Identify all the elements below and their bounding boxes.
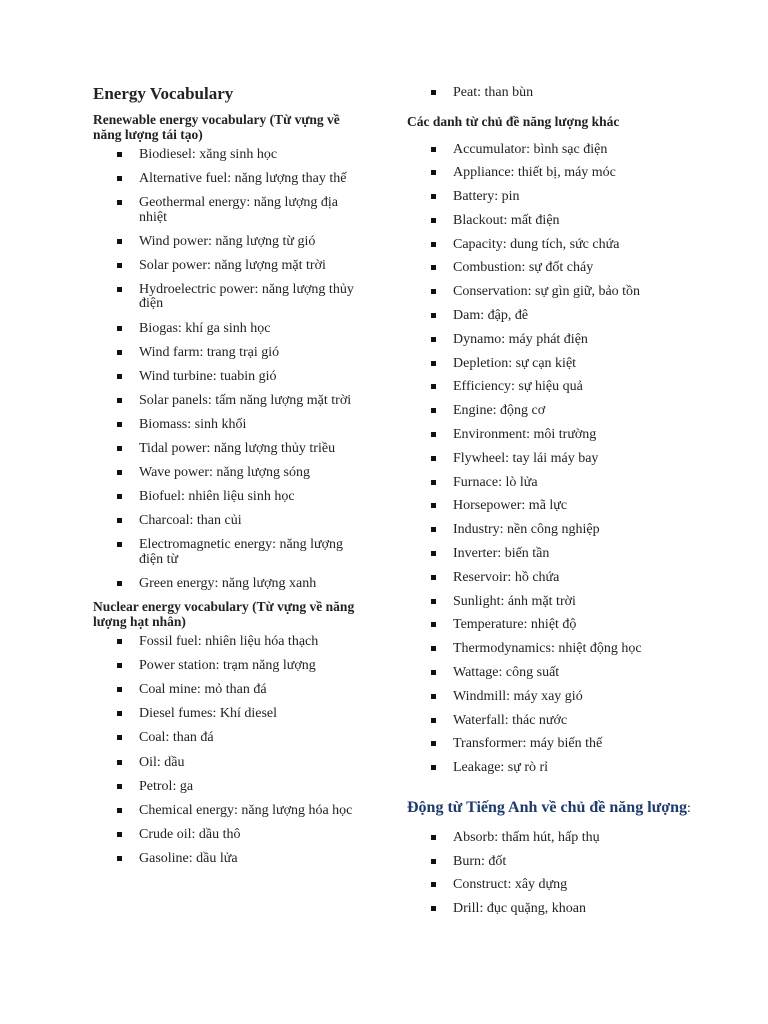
list-item (93, 683, 368, 698)
list-item (93, 394, 368, 409)
verbs-list (407, 831, 697, 917)
list-item-text: Crude oil: dầu thô (139, 826, 241, 842)
list-item (93, 514, 368, 529)
square-bullet-icon (117, 350, 122, 355)
list-item-text: Thermodynamics: nhiệt động học (453, 641, 642, 657)
square-bullet-icon (431, 147, 436, 152)
square-bullet-icon (431, 361, 436, 366)
square-bullet-icon (117, 808, 122, 813)
list-item-text: Solar panels: tấm năng lượng mặt trời (139, 392, 352, 408)
square-bullet-icon (117, 470, 122, 475)
list-item (407, 571, 697, 586)
list-item-text: Combustion: sự đốt cháy (453, 260, 594, 276)
list-item-text: Engine: động cơ (453, 403, 546, 419)
square-bullet-icon (117, 494, 122, 499)
square-bullet-icon (117, 398, 122, 403)
list-item (407, 902, 697, 917)
list-item-text: Diesel fumes: Khí diesel (139, 706, 278, 722)
list-item (93, 322, 368, 337)
square-bullet-icon (117, 735, 122, 740)
list-item (407, 190, 697, 205)
list-item (407, 642, 697, 657)
list-item (407, 214, 697, 229)
list-item (407, 523, 697, 538)
list-item-text: Wind farm: trang trại gió (139, 344, 280, 360)
nuclear-heading: Nuclear energy vocabulary (Từ vựng về năng lượng hạt nhân) (93, 599, 355, 630)
square-bullet-icon (431, 194, 436, 199)
renewable-heading: Renewable energy vocabulary (Từ vựng về năng lượng tái tạo) (93, 112, 340, 142)
list-item-text: Coal mine: mỏ than đá (139, 682, 267, 698)
square-bullet-icon (117, 542, 122, 547)
list-item-text: Burn: đốt (453, 853, 507, 869)
list-item-text: Flywheel: tay lái máy bay (453, 450, 599, 466)
square-bullet-icon (431, 741, 436, 746)
square-bullet-icon (431, 265, 436, 270)
list-item-text: Wattage: công suất (453, 665, 560, 681)
square-bullet-icon (431, 835, 436, 840)
list-item-text: Accumulator: bình sạc điện (453, 141, 608, 157)
right-column (407, 86, 697, 926)
list-item-text: Oil: dầu (139, 754, 185, 770)
list-item-text: Capacity: dung tích, sức chứa (453, 236, 620, 252)
list-item-text: Appliance: thiết bị, máy móc (453, 165, 616, 181)
list-item-text: Dam: đập, đê (453, 308, 529, 324)
square-bullet-icon (117, 856, 122, 861)
square-bullet-icon (431, 432, 436, 437)
square-bullet-icon (117, 422, 122, 427)
list-item-text: Depletion: sự cạn kiệt (453, 355, 577, 371)
square-bullet-icon (117, 374, 122, 379)
list-item-text: Power station: trạm năng lượng (139, 658, 316, 674)
list-item (407, 86, 697, 101)
list-item-text: Environment: môi trường (453, 427, 597, 443)
list-item (93, 346, 368, 361)
list-item-text: Solar power: năng lượng mặt trời (139, 257, 326, 273)
list-item-text: Drill: đục quặng, khoan (453, 901, 586, 917)
list-item (407, 855, 697, 870)
list-item (93, 283, 368, 312)
list-item (93, 490, 368, 505)
list-item-text: Wind power: năng lượng từ gió (139, 233, 316, 249)
list-item-text: Horsepower: mã lực (453, 498, 568, 514)
list-item-text: Waterfall: thác nước (453, 712, 568, 728)
square-bullet-icon (431, 408, 436, 413)
square-bullet-icon (431, 599, 436, 604)
square-bullet-icon (117, 176, 122, 181)
document-title: Energy Vocabulary (93, 84, 234, 103)
list-item (93, 852, 368, 867)
list-item-text: Wave power: năng lượng sóng (139, 465, 310, 481)
list-item (407, 380, 697, 395)
list-item (93, 172, 368, 187)
square-bullet-icon (117, 326, 122, 331)
square-bullet-icon (431, 242, 436, 247)
square-bullet-icon (431, 906, 436, 911)
square-bullet-icon (431, 456, 436, 461)
square-bullet-icon (117, 263, 122, 268)
list-item (407, 831, 697, 846)
nouns-list (407, 143, 697, 776)
list-item (93, 442, 368, 457)
left-column (93, 80, 368, 876)
list-item-text: Construct: xây dựng (453, 877, 568, 893)
list-item (93, 538, 368, 567)
square-bullet-icon (117, 784, 122, 789)
list-item (93, 259, 368, 274)
list-item (407, 166, 697, 181)
square-bullet-icon (117, 239, 122, 244)
square-bullet-icon (431, 480, 436, 485)
list-item (93, 196, 368, 225)
list-item (407, 714, 697, 729)
square-bullet-icon (117, 200, 122, 205)
list-item-text: Sunlight: ánh mặt trời (453, 593, 576, 609)
square-bullet-icon (117, 711, 122, 716)
list-item-text: Biomass: sinh khối (139, 416, 247, 432)
list-item (407, 309, 697, 324)
list-item-text: Inverter: biến tần (453, 546, 550, 562)
square-bullet-icon (431, 503, 436, 508)
list-item-text: Reservoir: hồ chứa (453, 569, 560, 585)
square-bullet-icon (117, 832, 122, 837)
square-bullet-icon (431, 384, 436, 389)
list-item (93, 731, 368, 746)
list-item-text: Conservation: sự gìn giữ, bảo tồn (453, 284, 641, 300)
square-bullet-icon (431, 218, 436, 223)
list-item-text: Efficiency: sự hiệu quả (453, 379, 583, 395)
square-bullet-icon (431, 527, 436, 532)
square-bullet-icon (431, 90, 436, 95)
square-bullet-icon (431, 575, 436, 580)
list-item-text: Wind turbine: tuabin gió (139, 368, 277, 384)
list-item (407, 261, 697, 276)
list-item (407, 333, 697, 348)
list-item-text: Hydroelectric power: năng lượng thủy điện (139, 281, 354, 312)
square-bullet-icon (431, 622, 436, 627)
list-item (93, 707, 368, 722)
list-item-text: Industry: nền công nghiệp (453, 522, 600, 538)
list-item-text: Windmill: máy xay gió (453, 688, 583, 704)
square-bullet-icon (431, 718, 436, 723)
list-item-text: Petrol: ga (139, 778, 194, 794)
square-bullet-icon (117, 518, 122, 523)
list-item-text: Biogas: khí ga sinh học (139, 320, 271, 336)
list-item (407, 428, 697, 443)
square-bullet-icon (117, 639, 122, 644)
list-item-text: Coal: than đá (139, 730, 214, 746)
list-item (407, 878, 697, 893)
list-item-text: Fossil fuel: nhiên liệu hóa thạch (139, 634, 319, 650)
list-item-text: Absorb: thấm hút, hấp thụ (453, 829, 600, 845)
square-bullet-icon (431, 313, 436, 318)
verbs-heading-colon: : (687, 800, 691, 816)
list-item-text: Geothermal energy: năng lượng địa nhiệt (139, 195, 339, 225)
square-bullet-icon (431, 670, 436, 675)
list-item (407, 595, 697, 610)
square-bullet-icon (431, 289, 436, 294)
nuclear-list (93, 635, 368, 866)
verbs-heading (407, 800, 697, 817)
list-item-text: Temperature: nhiệt độ (453, 617, 577, 633)
list-item-text: Gasoline: dầu lửa (139, 850, 238, 866)
list-item-text: Charcoal: than củi (139, 513, 242, 529)
square-bullet-icon (117, 687, 122, 692)
list-item (407, 547, 697, 562)
list-item (93, 659, 368, 674)
list-item (407, 666, 697, 681)
list-item (407, 761, 697, 776)
list-item (93, 466, 368, 481)
list-item-text: Green energy: năng lượng xanh (139, 576, 317, 591)
list-item (407, 737, 697, 752)
square-bullet-icon (117, 152, 122, 157)
list-item (407, 238, 697, 253)
list-item-text: Electromagnetic energy: năng lượng điện từ (139, 537, 344, 567)
list-item-text: Biodiesel: xăng sinh học (139, 147, 278, 162)
square-bullet-icon (431, 859, 436, 864)
list-item (93, 370, 368, 385)
list-item-text: Alternative fuel: năng lượng thay thế (139, 171, 347, 187)
list-item-text: Dynamo: máy phát điện (453, 331, 588, 347)
list-item (407, 452, 697, 467)
list-item (93, 235, 368, 250)
square-bullet-icon (117, 287, 122, 292)
square-bullet-icon (431, 170, 436, 175)
list-item (407, 143, 697, 158)
list-item (407, 690, 697, 705)
list-item (93, 418, 368, 433)
list-item (407, 476, 697, 491)
square-bullet-icon (431, 337, 436, 342)
list-item-text: Leakage: sự rò rỉ (453, 760, 549, 776)
list-item-text: Tidal power: năng lượng thủy triều (139, 441, 336, 457)
renewable-list (93, 148, 368, 592)
verbs-heading-text: Động từ Tiếng Anh về chủ đề năng lượng (407, 798, 687, 816)
list-item (407, 618, 697, 633)
list-item-text: Blackout: mất điện (453, 212, 560, 228)
list-item-text: Battery: pin (453, 189, 520, 205)
square-bullet-icon (117, 760, 122, 765)
list-item (93, 635, 368, 650)
nouns-heading: Các danh từ chủ đề năng lượng khác (407, 113, 620, 129)
list-item-text: Transformer: máy biến thế (453, 736, 603, 752)
square-bullet-icon (117, 446, 122, 451)
list-item (93, 148, 368, 163)
square-bullet-icon (431, 765, 436, 770)
list-item (407, 357, 697, 372)
square-bullet-icon (431, 646, 436, 651)
list-item-text: Peat: than bùn (453, 85, 534, 100)
list-item (93, 804, 368, 819)
square-bullet-icon (431, 551, 436, 556)
square-bullet-icon (117, 581, 122, 586)
list-item-text: Chemical energy: năng lượng hóa học (139, 802, 353, 818)
list-item (407, 404, 697, 419)
list-item (407, 499, 697, 514)
square-bullet-icon (117, 663, 122, 668)
list-item-text: Furnace: lò lửa (453, 474, 538, 490)
square-bullet-icon (431, 882, 436, 887)
carryover-list (407, 86, 697, 101)
list-item (93, 828, 368, 843)
square-bullet-icon (431, 694, 436, 699)
list-item-text: Biofuel: nhiên liệu sinh học (139, 489, 295, 505)
list-item (407, 285, 697, 300)
list-item (93, 780, 368, 795)
list-item (93, 577, 368, 592)
list-item (93, 756, 368, 771)
